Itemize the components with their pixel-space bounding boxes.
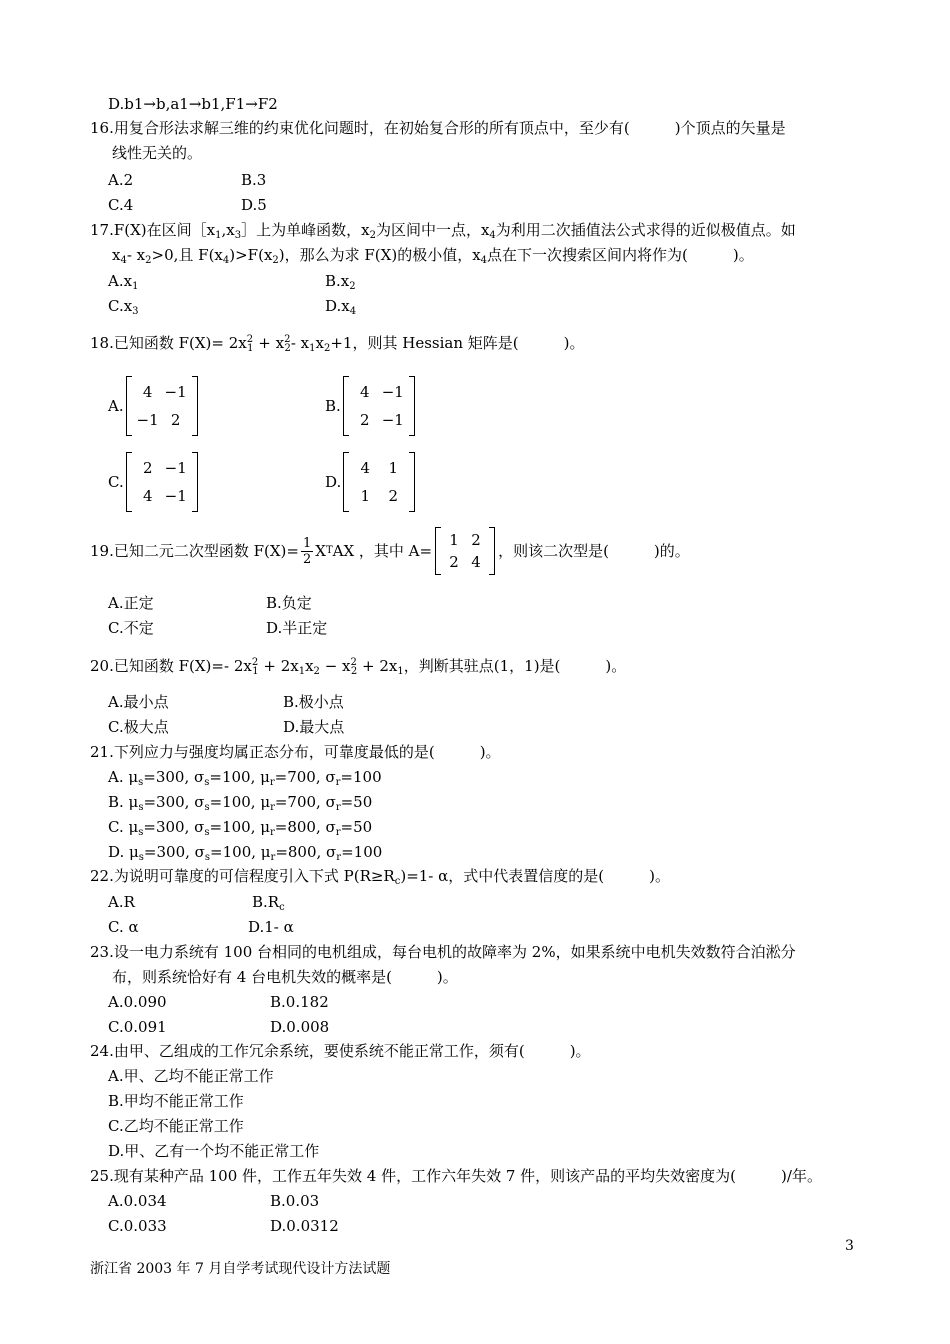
q23-option-d: D.0.008 xyxy=(270,1018,330,1036)
q23-option-c: C.0.091 xyxy=(108,1018,167,1036)
q22-stem: 22.为说明可靠度的可信程度引入下式 $P(R\ge R_c)=1-$ α，式中代表置信度的是( )。 xyxy=(90,867,670,887)
q19-fraction: $\frac{1}{2}$ xyxy=(302,535,312,567)
q24-option-d: D.甲、乙有一个均不能正常工作 xyxy=(108,1142,320,1160)
q20-stem: 20.已知函数 F(X)=- $2x^2_1 + 2x_1x_2 - x^2_2 + 2x_1$，判断其驻点(1，1)是( )。 xyxy=(90,657,627,677)
q19-option-c: C.不定 xyxy=(108,619,154,637)
q15-option-d: D.b1→b,a1→b1,F1→F2 xyxy=(108,95,278,113)
q16-option-a: A.2 xyxy=(108,171,134,189)
q19-option-a: A.正定 xyxy=(108,594,154,612)
q20-option-c: C.极大点 xyxy=(108,718,169,736)
q20-option-d: D.最大点 xyxy=(283,718,345,736)
q17-option-d: $D.x_4$ xyxy=(325,297,357,317)
q18-matrix-c: 2 −1 4 −1 xyxy=(126,452,198,512)
q18-option-b: B. 4 −1 2 −1 xyxy=(325,376,415,436)
q25-stem: 25.现有某种产品 100 件，工作五年失效 4 件，工作六年失效 7 件，则该产品的平均失效密度为( )/年。 xyxy=(90,1167,822,1185)
q24-option-a: A.甲、乙均不能正常工作 xyxy=(108,1067,274,1085)
q18-matrix-a: 4 −1 −1 2 xyxy=(126,376,198,436)
q17-option-a: $A.x_1$ xyxy=(108,272,139,292)
q22-option-a: A.R xyxy=(108,893,135,911)
q21-stem: 21.下列应力与强度均属正态分布，可靠度最低的是( )。 xyxy=(90,743,501,761)
q21-option-c: C. $\mu_s=300$, $\sigma_s=100$, $\mu_r=800$, $\sigma_r=50$ xyxy=(108,818,373,838)
q18-matrix-b: 4 −1 2 −1 xyxy=(343,376,415,436)
q16-stem-line2: 线性无关的。 xyxy=(112,144,203,162)
page-number: 3 xyxy=(845,1238,854,1254)
q22-option-b: $B.R_c$ xyxy=(252,893,285,913)
q21-option-b: B. $\mu_s=300$, $\sigma_s=100$, $\mu_r=700$, $\sigma_r=50$ xyxy=(108,793,373,813)
q18-option-c: C. 2 −1 4 −1 xyxy=(108,452,198,512)
q21-option-a: A. $\mu_s=300$, $\sigma_s=100$, $\mu_r=700$, $\sigma_r=100$ xyxy=(108,768,382,788)
q24-option-b: B.甲均不能正常工作 xyxy=(108,1092,244,1110)
q19-stem: 19.已知二元二次型函数 F(X)= $\frac{1}{2}$ X T AX ，其中 A= 1 2 2 4 ，则该二次型是( )的。 xyxy=(90,526,690,576)
q17-stem-line2: $x_4-$ $x_2>0$,且 $F(x_4)>F(x_2)$，那么为求 F(X)的极小值，$x_4$点在下一次搜索区间内将作为( )。 xyxy=(112,246,754,266)
q24-option-c: C.乙均不能正常工作 xyxy=(108,1117,244,1135)
q17-option-c: $C.x_3$ xyxy=(108,297,139,317)
q21-option-d: D. $\mu_s=300$, $\sigma_s=100$, $\mu_r=800$, $\sigma_r=100$ xyxy=(108,843,383,863)
q17-stem-line1: 17.F(X)在区间$[x_1,x_3]$上为单峰函数，$x_2$为区间中一点，$x_4$为利用二次插值法公式求得的近似极值点。如 xyxy=(90,221,796,241)
q25-option-d: D.0.0312 xyxy=(270,1217,339,1235)
q22-option-c: C. α xyxy=(108,918,139,936)
q16-option-b: B.3 xyxy=(241,171,267,189)
q20-option-a: A.最小点 xyxy=(108,693,169,711)
q25-option-b: B.0.03 xyxy=(270,1192,320,1210)
q18-stem: 18.已知函数 $F(X)= 2x^2_1 + x^2_2-$ $x_1x_2+1$，则其 Hessian 矩阵是( )。 xyxy=(90,334,585,354)
q18-option-d: D. 4 1 1 2 xyxy=(325,452,415,512)
q25-option-a: A.0.034 xyxy=(108,1192,167,1210)
q18-matrix-d: 4 1 1 2 xyxy=(343,452,415,512)
q23-option-b: B.0.182 xyxy=(270,993,329,1011)
q24-stem: 24.由甲、乙组成的工作冗余系统，要使系统不能正常工作，须有( )。 xyxy=(90,1042,591,1060)
q23-stem-line2: 布，则系统恰好有 4 台电机失效的概率是( )。 xyxy=(112,968,458,986)
q19-option-b: B.负定 xyxy=(266,594,312,612)
q16-option-d: D.5 xyxy=(241,196,267,214)
page-footer: 浙江省 2003 年 7 月自学考试现代设计方法试题 xyxy=(90,1261,391,1277)
q19-matrix-a: 1 2 2 4 xyxy=(435,527,495,575)
q23-option-a: A.0.090 xyxy=(108,993,167,1011)
q19-option-d: D.半正定 xyxy=(266,619,328,637)
q20-option-b: B.极小点 xyxy=(283,693,344,711)
q23-stem-line1: 23.设一电力系统有 100 台相同的电机组成，每台电机的故障率为 2%，如果系统中电机失效数符合泊淞分 xyxy=(90,943,796,961)
q16-option-c: C.4 xyxy=(108,196,134,214)
q25-option-c: C.0.033 xyxy=(108,1217,167,1235)
q18-option-a: A. 4 −1 −1 2 xyxy=(108,376,198,436)
q16-stem-line1: 16.用复合形法求解三维的约束优化问题时，在初始复合形的所有顶点中，至少有( )个顶点的矢量是 xyxy=(90,119,786,137)
q17-option-b: $B.x_2$ xyxy=(325,272,356,292)
q22-option-d: D.1- α xyxy=(248,918,294,936)
